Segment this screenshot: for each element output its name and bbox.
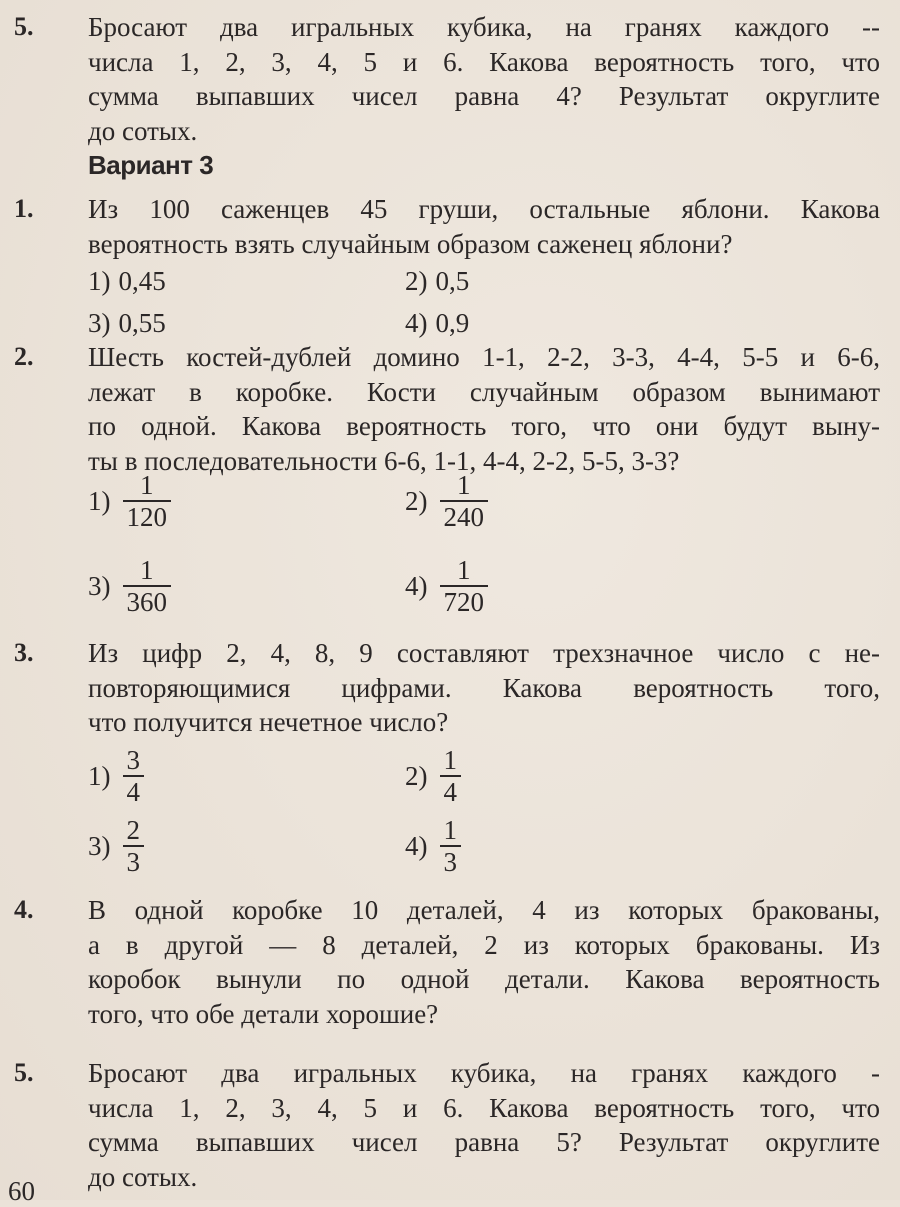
problem-text-line: до сотых. [88, 115, 198, 146]
page-number: 60 [8, 1176, 35, 1206]
answer-option [405, 815, 461, 877]
fraction-numerator: 1 [457, 555, 471, 585]
answer-fraction [123, 745, 145, 807]
fraction-denominator: 4 [440, 775, 462, 807]
problem-text-line: В одной коробке 10 деталей, 4 из которых бракованы, [88, 895, 880, 925]
fraction-denominator: 3 [123, 845, 145, 877]
answer-label: 3) [88, 308, 111, 338]
answer-fraction [440, 745, 462, 807]
problem-text-line: Из 100 саженцев 45 груши, остальные яблони. Какова [88, 194, 880, 224]
answer-option [88, 306, 166, 340]
answer-label: 1) [88, 761, 111, 791]
answer-fraction [123, 555, 172, 617]
fraction-numerator: 1 [140, 470, 154, 500]
answer-label: 2) [405, 486, 428, 516]
fraction-denominator: 3 [440, 845, 462, 877]
answer-label: 2) [405, 266, 428, 296]
fraction-numerator: 3 [126, 745, 140, 775]
answer-value: 0,9 [435, 308, 470, 338]
problem-text-line: сумма выпавших чисел равна 4? Результат округлите [88, 81, 880, 111]
answer-option [405, 470, 488, 532]
fraction-numerator: 1 [443, 815, 457, 845]
problem-text-line: до сотых. [88, 1161, 198, 1192]
problem-number: 2. [14, 342, 34, 371]
problem-number: 5. [14, 12, 34, 41]
problem-number: 5. [14, 1058, 34, 1087]
fraction-denominator: 4 [123, 775, 145, 807]
answer-option [405, 306, 469, 340]
fraction-numerator: 1 [140, 555, 154, 585]
answer-fraction [440, 555, 489, 617]
problem-text-line: того, что обе детали хорошие? [88, 998, 439, 1029]
answer-fraction [440, 815, 462, 877]
answer-value: 0,45 [118, 266, 166, 296]
answer-label: 3) [88, 831, 111, 861]
answer-label: 2) [405, 761, 428, 791]
answer-option [88, 470, 171, 532]
problem-text-line: что получится нечетное число? [88, 707, 449, 737]
answer-label: 4) [405, 308, 428, 338]
answer-fraction [440, 470, 489, 532]
answer-value: 0,55 [118, 308, 166, 338]
problem-text-line: повторяющимися цифрами. Какова вероятность того, [88, 672, 880, 703]
answer-option [405, 264, 469, 298]
answer-option [88, 555, 171, 617]
problem-text-line: а в другой — 8 деталей, 2 из которых бракованы. Из [88, 929, 880, 960]
problem-number: 1. [14, 194, 34, 223]
problem-text-line: коробок вынули по одной детали. Какова вероятность [88, 964, 880, 994]
fraction-denominator: 240 [440, 500, 489, 532]
fraction-denominator: 720 [440, 585, 489, 617]
answer-option [88, 264, 166, 298]
answer-option [88, 815, 144, 877]
answer-label: 1) [88, 266, 111, 296]
problem-text-line: по одной. Какова вероятность того, что они будут выну- [88, 411, 880, 441]
answer-label: 4) [405, 831, 428, 861]
answer-option [405, 745, 461, 807]
problem-text-line: ты в последовательности 6-6, 1-1, 4-4, 2-2, 5-5, 3-3? [88, 445, 680, 476]
section-title: Вариант 3 [88, 150, 214, 180]
problem-text-line: лежат в коробке. Кости случайным образом вынимают [88, 376, 880, 407]
fraction-denominator: 360 [123, 585, 172, 617]
problem-number: 3. [14, 638, 34, 667]
problem-text-line: Бросают два игральных кубика, на гранях каждого - [88, 1058, 880, 1088]
problem-text-line: вероятность взять случайным образом саженец яблони? [88, 228, 733, 259]
answer-label: 1) [88, 486, 111, 516]
problem-text-line: Из цифр 2, 4, 8, 9 составляют трехзначное число с не- [88, 638, 880, 668]
fraction-denominator: 120 [123, 500, 172, 532]
answer-value: 0,5 [435, 266, 470, 296]
fraction-numerator: 1 [457, 470, 471, 500]
problem-text-line: числа 1, 2, 3, 4, 5 и 6. Какова вероятность того, что [88, 46, 880, 77]
answer-fraction [123, 815, 145, 877]
problem-text-line: Шесть костей-дублей домино 1-1, 2-2, 3-3, 4-4, 5-5 и 6-6, [88, 342, 880, 372]
problem-number: 4. [14, 895, 34, 924]
answer-fraction [123, 470, 172, 532]
problem-text-line: числа 1, 2, 3, 4, 5 и 6. Какова вероятность того, что [88, 1092, 880, 1123]
problem-text-line: сумма выпавших чисел равна 5? Результат округлите [88, 1127, 880, 1157]
answer-option [405, 555, 488, 617]
answer-label: 3) [88, 571, 111, 601]
problem-text-line: Бросают два игральных кубика, на гранях каждого -- [88, 12, 880, 42]
answer-option [88, 745, 144, 807]
answer-label: 4) [405, 571, 428, 601]
fraction-numerator: 1 [443, 745, 457, 775]
fraction-numerator: 2 [126, 815, 140, 845]
